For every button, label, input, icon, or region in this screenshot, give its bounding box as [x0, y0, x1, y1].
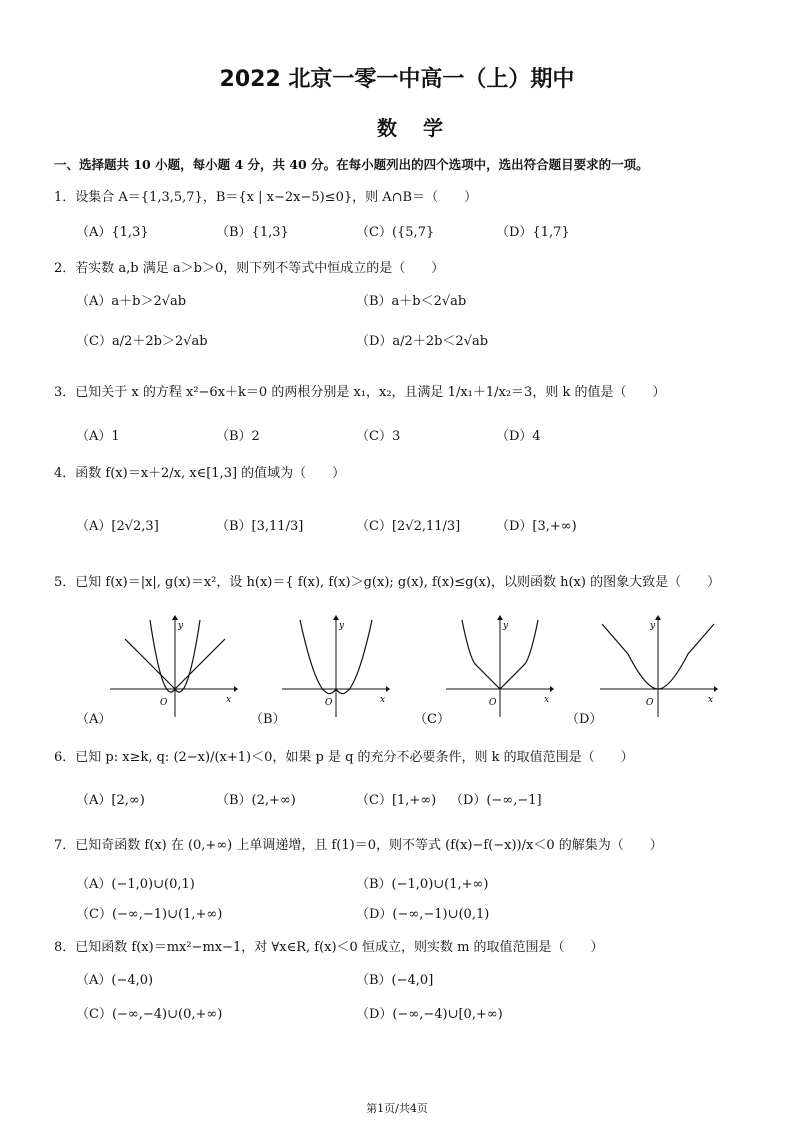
subject-title: 数学	[377, 116, 469, 140]
q5-option-b: （B）	[250, 712, 286, 727]
q7-option-b: （B）(−1,0)∪(1,+∞)	[356, 877, 489, 892]
graph-b-x-label: x	[380, 695, 386, 705]
graph-b-y-label: y	[339, 621, 345, 631]
graph-c-origin: O	[489, 698, 497, 708]
q7-option-a: （A）(−1,0)∪(0,1)	[76, 877, 195, 892]
graph-a-x-label: x	[226, 695, 232, 705]
q8-option-d: （D）(−∞,−4)∪[0,+∞)	[356, 1007, 503, 1022]
q4-option-c: （C）[2√2,11/3]	[356, 519, 461, 534]
q3-option-c: （C）3	[356, 429, 401, 444]
graph-c	[444, 612, 554, 722]
q2-option-c: （C）a/2＋2b＞2√ab	[76, 334, 208, 349]
graph-a	[108, 612, 238, 722]
graph-a-abs-left	[125, 639, 175, 689]
q3-option-b: （B）2	[216, 429, 260, 444]
page-footer: 第1页/共4页	[366, 1102, 428, 1115]
graph-d-x-arrow	[714, 686, 718, 692]
q7-option-c: （C）(−∞,−1)∪(1,+∞)	[76, 907, 223, 922]
graph-b	[280, 612, 390, 722]
question-1-stem: 1．设集合 A＝{1,3,5,7}，B＝{x | x−2x−5)≤0}，则 A∩B＝（ ）	[54, 190, 478, 205]
graph-c-x-label: x	[544, 695, 550, 705]
question-4-stem: 4．函数 f(x)＝x＋2/x, x∈[1,3] 的值域为（ ）	[54, 466, 346, 481]
graph-b-origin: O	[325, 698, 333, 708]
graph-d	[598, 612, 718, 722]
section-heading: 一、选择题共 10 小题，每小题 4 分，共 40 分。在每小题列出的四个选项中，选出符合题目要求的一项。	[54, 157, 649, 172]
q1-option-c: （C）({5,7}	[356, 225, 435, 240]
q5-option-d: （D）	[566, 712, 603, 727]
q8-option-c: （C）(−∞,−4)∪(0,+∞)	[76, 1007, 223, 1022]
q4-option-b: （B）[3,11/3]	[216, 519, 304, 534]
question-7-stem: 7．已知奇函数 f(x) 在 (0,+∞) 上单调递增，且 f(1)＝0，则不等式 (f(x)−f(−x))/x＜0 的解集为（ ）	[54, 838, 663, 853]
graph-a-origin: O	[160, 698, 168, 708]
question-6-stem: 6．已知 p: x≥k, q: (2−x)/(x+1)＜0，如果 p 是 q 的充分不必要条件，则 k 的取值范围是（ ）	[54, 750, 634, 765]
q5-option-c: （C）	[414, 712, 450, 727]
q8-option-b: （B）(−4,0]	[356, 973, 434, 988]
graph-c-y-label: y	[503, 621, 509, 631]
question-3-stem: 3．已知关于 x 的方程 x²−6x＋k＝0 的两根分别是 x₁，x₂，且满足 1/x₁＋1/x₂＝3，则 k 的值是（ ）	[54, 385, 666, 400]
graph-d-origin: O	[646, 698, 654, 708]
graph-d-x-label: x	[708, 695, 714, 705]
question-2-stem: 2．若实数 a,b 满足 a＞b＞0，则下列不等式中恒成立的是（ ）	[54, 261, 445, 276]
q2-option-a: （A）a＋b＞2√ab	[76, 294, 187, 309]
q5-option-a: （A）	[76, 712, 112, 727]
q3-option-a: （A）1	[76, 429, 120, 444]
q7-option-d: （D）(−∞,−1)∪(0,1)	[356, 907, 490, 922]
q3-option-d: （D）4	[496, 429, 541, 444]
graph-d-y-arrow	[655, 615, 661, 620]
graph-a-y-arrow	[172, 615, 178, 620]
graph-c-y-arrow	[497, 615, 503, 620]
graph-a-x-arrow	[234, 686, 238, 692]
graph-a-y-label: y	[178, 621, 184, 631]
question-8-stem: 8．已知函数 f(x)＝mx²−mx−1，对 ∀x∈R, f(x)＜0 恒成立，则实数 m 的取值范围是（ ）	[54, 940, 604, 955]
q6-option-b: （B）(2,+∞)	[216, 793, 296, 808]
graph-c-x-arrow	[550, 686, 554, 692]
q4-option-d: （D）[3,+∞)	[496, 519, 577, 534]
q1-option-a: （A）{1,3}	[76, 225, 149, 240]
q4-option-a: （A）[2√2,3]	[76, 519, 159, 534]
graph-a-abs-right	[175, 639, 225, 689]
graph-b-y-arrow	[333, 615, 339, 620]
graph-d-y-label: y	[650, 621, 656, 631]
page-title: 2022 北京一零一中高一（上）期中	[219, 67, 575, 92]
q6-option-c: （C）[1,+∞)	[356, 793, 437, 808]
q1-option-d: （D）{1,7}	[496, 225, 570, 240]
q6-option-d: （D）(−∞,−1]	[450, 793, 542, 808]
q8-option-a: （A）(−4,0)	[76, 973, 154, 988]
q2-option-d: （D）a/2＋2b＜2√ab	[356, 334, 489, 349]
q1-option-b: （B）{1,3}	[216, 225, 289, 240]
graph-b-x-arrow	[386, 686, 390, 692]
q6-option-a: （A）[2,∞)	[76, 793, 145, 808]
q2-option-b: （B）a＋b＜2√ab	[356, 294, 467, 309]
question-5-stem: 5．已知 f(x)＝|x|, g(x)＝x²，设 h(x)＝{ f(x), f(x)＞g(x); g(x), f(x)≤g(x)，以则函数 h(x) 的图象大致是（ ）	[54, 575, 721, 590]
